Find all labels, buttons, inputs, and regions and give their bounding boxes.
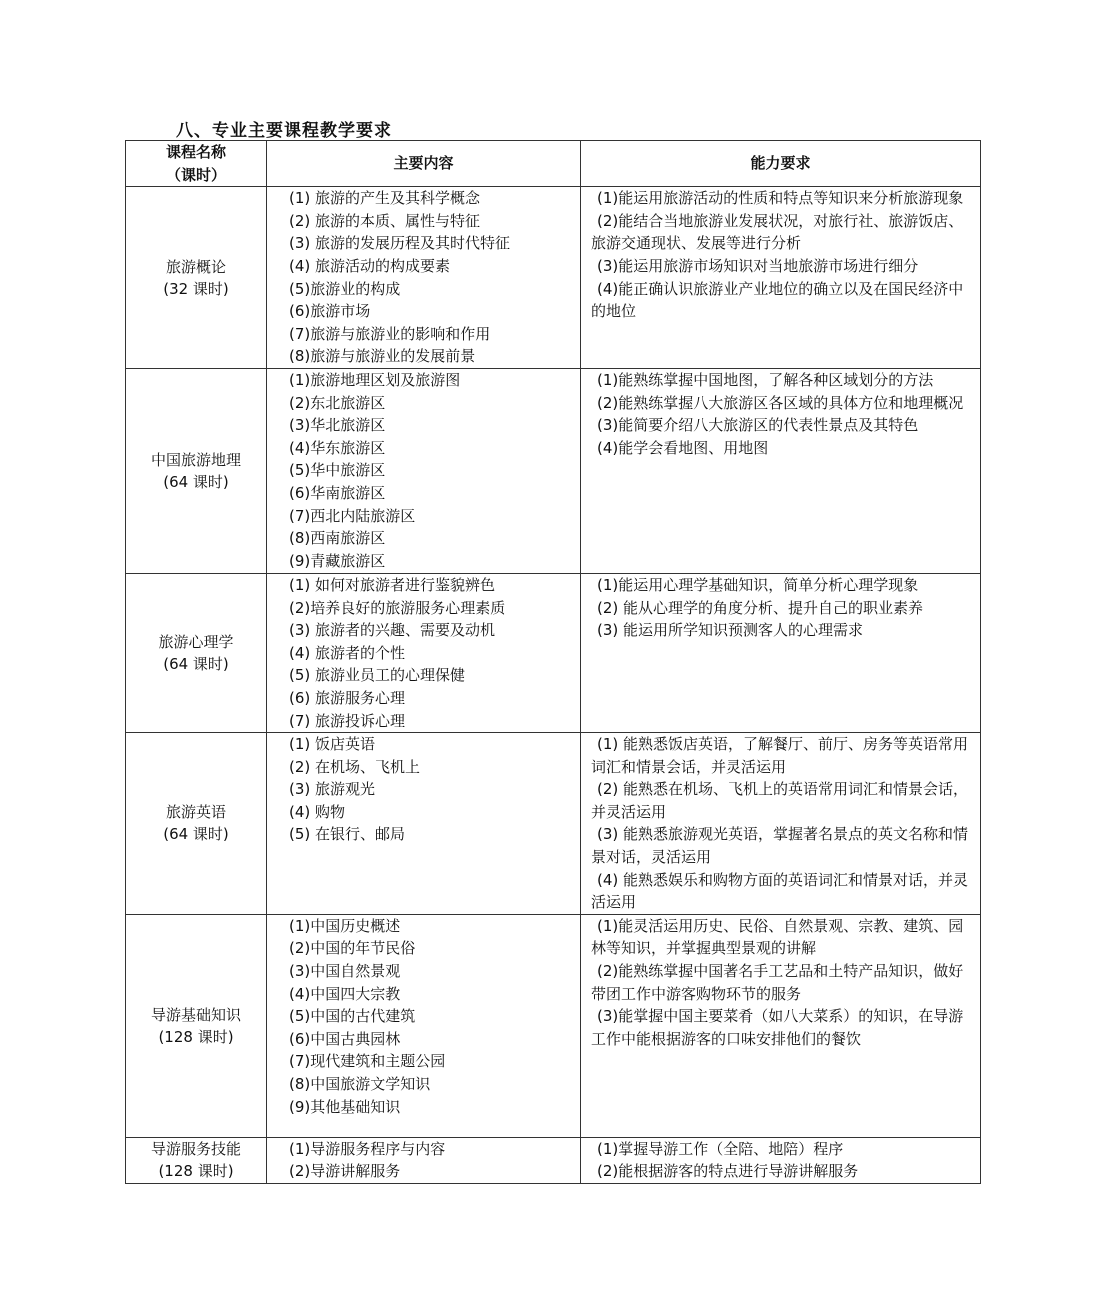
ability-item: (2)能熟练掌握八大旅游区各区域的具体方位和地理概况	[597, 393, 964, 412]
content-item: (6)旅游市场	[289, 302, 371, 321]
course-ability-cell	[581, 914, 981, 1137]
course-hours: (64 课时)	[163, 655, 229, 674]
table-row	[126, 187, 981, 369]
ability-item: (2)能结合当地旅游业发展状况，对旅行社、旅游饭店、旅游交通现状、发展等进行分析	[591, 211, 964, 253]
content-item: (3) 旅游观光	[289, 780, 376, 799]
course-ability-cell	[581, 187, 981, 369]
content-item: (3) 旅游的发展历程及其时代特征	[289, 234, 511, 253]
ability-item: (1)掌握导游工作（全陪、地陪）程序	[597, 1139, 844, 1158]
content-item: (2) 在机场、飞机上	[289, 757, 421, 776]
course-hours: (64 课时)	[163, 825, 229, 844]
content-item: (7)现代建筑和主题公园	[289, 1052, 446, 1071]
content-item: (3)中国自然景观	[289, 962, 401, 981]
content-item: (3)华北旅游区	[289, 416, 386, 435]
course-content-cell	[267, 914, 581, 1137]
page-title: 八、专业主要课程教学要求	[176, 121, 392, 141]
ability-item: (4) 能熟悉娱乐和购物方面的英语词汇和情景对话，并灵活运用	[591, 870, 969, 912]
course-name-cell	[126, 914, 267, 1137]
course-hours: (128 课时)	[158, 1027, 234, 1046]
header-course-name: 课程名称 （课时）	[126, 141, 267, 187]
course-name: 旅游概论	[165, 257, 226, 276]
ability-item: (3) 能运用所学知识预测客人的心理需求	[597, 621, 864, 640]
ability-item: (3)能简要介绍八大旅游区的代表性景点及其特色	[597, 416, 919, 435]
content-item: (2)中国的年节民俗	[289, 939, 416, 958]
course-name: 导游基础知识	[150, 1005, 241, 1024]
ability-item: (3)能运用旅游市场知识对当地旅游市场进行细分	[597, 256, 919, 275]
content-item: (1)中国历史概述	[289, 916, 401, 935]
content-item: (8)旅游与旅游业的发展前景	[289, 347, 476, 366]
course-name-cell	[126, 573, 267, 732]
course-name: 旅游英语	[165, 803, 226, 822]
content-item: (8)西南旅游区	[289, 529, 386, 548]
ability-item: (2) 能熟悉在机场、飞机上的英语常用词汇和情景会话，并灵活运用	[591, 780, 969, 821]
ability-item: (2)能熟练掌握中国著名手工艺品和土特产品知识，做好带团工作中游客购物环节的服务	[591, 962, 964, 1003]
ability-item: (1)能运用心理学基础知识，简单分析心理学现象	[597, 575, 919, 594]
ability-item: (1)能运用旅游活动的性质和特点等知识来分析旅游现象	[597, 189, 964, 208]
table-row	[126, 368, 981, 573]
course-content-cell	[267, 733, 581, 915]
course-name-cell	[126, 368, 267, 573]
table-row	[126, 573, 981, 732]
ability-item: (3) 能熟悉旅游观光英语，掌握著名景点的英文名称和情景对话，灵活运用	[591, 825, 969, 867]
ability-item: (3)能掌握中国主要菜肴（如八大菜系）的知识，在导游工作中能根据游客的口味安排他们的餐饮	[591, 1007, 964, 1048]
content-item: (3) 旅游者的兴趣、需要及动机	[289, 621, 496, 640]
ability-item: (1) 能熟悉饭店英语，了解餐厅、前厅、房务等英语常用词汇和情景会话，并灵活运用	[591, 735, 969, 776]
ability-item: (2)能根据游客的特点进行导游讲解服务	[597, 1162, 859, 1181]
content-item: (7)旅游与旅游业的影响和作用	[289, 324, 491, 343]
course-name: 中国旅游地理	[150, 450, 241, 469]
course-hours: (32 课时)	[163, 279, 229, 298]
ability-item: (4)能正确认识旅游业产业地位的确立以及在国民经济中的地位	[591, 279, 964, 321]
content-item: (7)西北内陆旅游区	[289, 506, 416, 525]
course-hours: (64 课时)	[163, 472, 229, 491]
content-item: (2) 旅游的本质、属性与特征	[289, 211, 481, 230]
content-item: (4) 旅游者的个性	[289, 643, 406, 662]
ability-item: (2) 能从心理学的角度分析、提升自己的职业素养	[597, 598, 924, 617]
course-ability-cell	[581, 733, 981, 915]
course-ability-cell	[581, 1137, 981, 1183]
table-header-row	[126, 141, 981, 187]
content-item: (5)华中旅游区	[289, 461, 386, 480]
content-item: (8)中国旅游文学知识	[289, 1075, 431, 1093]
course-content-cell	[267, 187, 581, 369]
content-item: (1) 旅游的产生及其科学概念	[289, 189, 481, 208]
content-item: (5) 旅游业员工的心理保健	[289, 666, 466, 685]
content-item: (5) 在银行、邮局	[289, 825, 406, 844]
table-row	[126, 733, 981, 915]
content-item: (1)旅游地理区划及旅游图	[289, 370, 461, 389]
content-item: (5)中国的古代建筑	[289, 1007, 416, 1026]
course-ability-cell	[581, 573, 981, 732]
content-item: (6)华南旅游区	[289, 483, 386, 502]
content-item: (1)导游服务程序与内容	[289, 1139, 446, 1158]
ability-item: (1)能熟练掌握中国地图，了解各种区域划分的方法	[597, 370, 934, 389]
course-name-cell	[126, 1137, 267, 1183]
content-item: (4) 旅游活动的构成要素	[289, 256, 451, 275]
course-name: 旅游心理学	[158, 633, 234, 652]
ability-item: (1)能灵活运用历史、民俗、自然景观、宗教、建筑、园林等知识，并掌握典型景观的讲解	[591, 916, 964, 958]
content-item: (2)东北旅游区	[289, 393, 386, 412]
course-content-cell	[267, 1137, 581, 1183]
course-name-cell	[126, 733, 267, 915]
content-item: (9)青藏旅游区	[289, 551, 386, 570]
course-ability-cell	[581, 368, 981, 573]
content-item: (4)中国四大宗教	[289, 984, 401, 1003]
content-item: (4) 购物	[289, 802, 346, 821]
content-item: (2)培养良好的旅游服务心理素质	[289, 598, 506, 617]
content-item: (1) 饭店英语	[289, 735, 376, 754]
header-ability-requirements: 能力要求	[581, 141, 981, 187]
header-main-content: 主要内容	[267, 141, 581, 187]
content-item: (6) 旅游服务心理	[289, 688, 406, 707]
course-content-cell	[267, 368, 581, 573]
content-item: (1) 如何对旅游者进行鉴貌辨色	[289, 575, 496, 594]
course-name-cell	[126, 187, 267, 369]
content-item: (4)华东旅游区	[289, 438, 386, 457]
course-content-cell	[267, 573, 581, 732]
content-item: (2)导游讲解服务	[289, 1162, 401, 1181]
content-item: (6)中国古典园林	[289, 1029, 401, 1048]
ability-item: (4)能学会看地图、用地图	[597, 438, 769, 457]
course-hours: (128 课时)	[158, 1162, 234, 1181]
table-row	[126, 1137, 981, 1183]
content-item: (9)其他基础知识	[289, 1097, 401, 1116]
table-row	[126, 914, 981, 1137]
content-item: (5)旅游业的构成	[289, 279, 401, 298]
course-name: 导游服务技能	[150, 1140, 241, 1159]
content-item: (7) 旅游投诉心理	[289, 711, 406, 730]
course-requirements-table	[125, 140, 981, 1184]
